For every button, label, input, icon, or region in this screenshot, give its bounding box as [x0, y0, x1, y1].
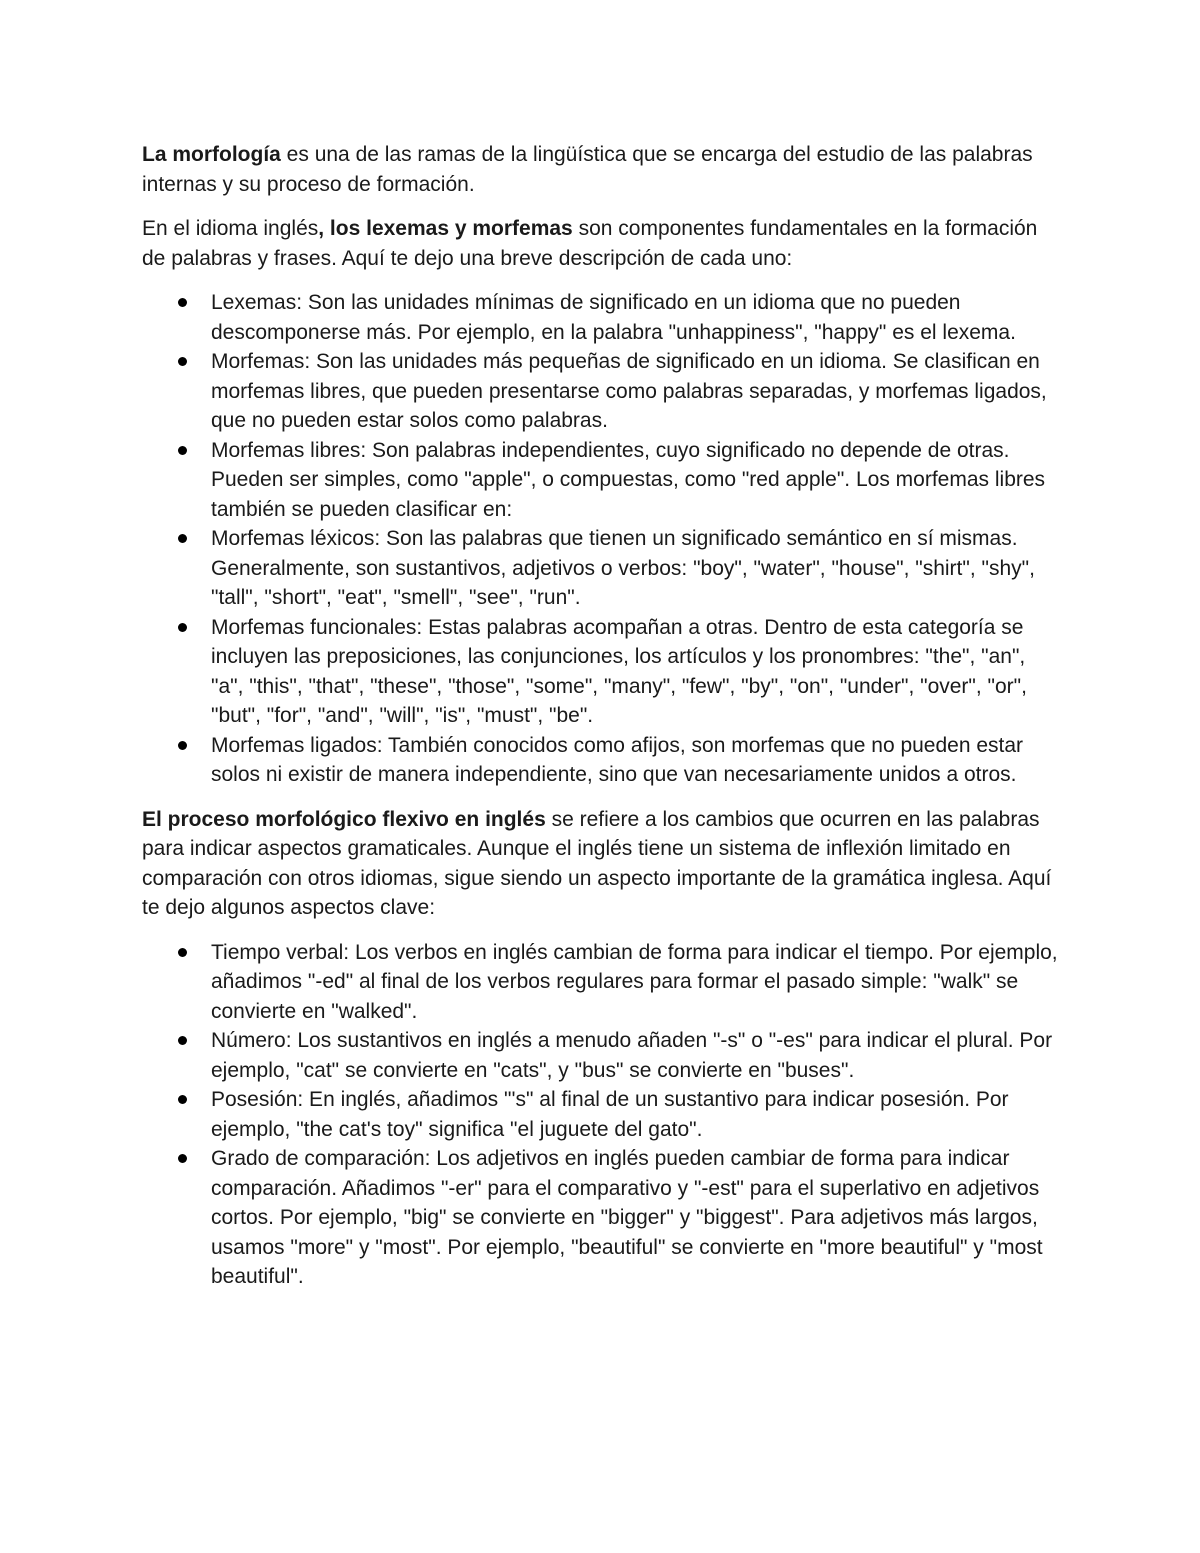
inflection-intro-paragraph: [142, 805, 1062, 923]
list-item: Tiempo verbal: Los verbos en inglés cambian de forma para indicar el tiempo. Por ejemplo, añadimos "-ed" al final de los verbos regulares para formar el pasado simple: "walk" se convierte en "walked".: [211, 938, 1062, 1027]
list-item: Lexemas: Son las unidades mínimas de significado en un idioma que no pueden descomponerse más. Por ejemplo, en la palabra "unhappiness", "happy" es el lexema.: [211, 288, 1062, 347]
list-item: Morfemas funcionales: Estas palabras acompañan a otras. Dentro de esta categoría se incluyen las preposiciones, las conjunciones, los artículos y los pronombres: "the", "an", "a", "this", "that", "these", "those", "some", "many", "few", "by", "on", "under", "over", "or", "but", "for", "and", "will", "is", "must", "be".: [211, 613, 1062, 731]
list-item: Posesión: En inglés, añadimos "'s" al final de un sustantivo para indicar posesión. Por ejemplo, "the cat's toy" significa "el juguete del gato".: [211, 1085, 1062, 1144]
list-item: Morfemas léxicos: Son las palabras que tienen un significado semántico en sí mismas. Generalmente, son sustantivos, adjetivos o verbos: "boy", "water", "house", "shirt", "shy", "tall", "short", "eat", "smell", "see", "run".: [211, 524, 1062, 613]
list-item: Morfemas libres: Son palabras independientes, cuyo significado no depende de otras. Pueden ser simples, como "apple", o compuestas, como "red apple". Los morfemas libres también se pueden clasificar en:: [211, 436, 1062, 525]
list-item: Morfemas: Son las unidades más pequeñas de significado en un idioma. Se clasifican en morfemas libres, que pueden presentarse como palabras separadas, y morfemas ligados, que no pueden estar solos como palabras.: [211, 347, 1062, 436]
lexemes-intro-paragraph: [142, 214, 1062, 273]
lexemes-intro-text-after: son componentes fundamentales en la formación de palabras y frases. Aquí te dejo una breve descripción de cada uno:: [142, 217, 1038, 270]
document-page: [142, 140, 1062, 1307]
intro-bold-term: La morfología: [142, 143, 281, 166]
inflection-intro-text: se refiere a los cambios que ocurren en las palabras para indicar aspectos gramaticales. Aunque el inglés tiene un sistema de inflexión limitado en comparación con otros idiomas, sigue siendo un aspecto importante de la gramática inglesa. Aquí te dejo algunos aspectos clave:: [142, 807, 1052, 919]
intro-text: es una de las ramas de la lingüística que se encarga del estudio de las palabras internas y su proceso de formación.: [142, 143, 1033, 196]
lexemes-intro-text-before: En el idioma inglés: [142, 217, 319, 240]
inflection-intro-bold-term: El proceso morfológico flexivo en inglés: [142, 807, 546, 831]
lexemes-bullet-list: [142, 288, 1062, 790]
list-item: Grado de comparación: Los adjetivos en inglés pueden cambiar de forma para indicar comparación. Añadimos "-er" para el comparativo y "-est" para el superlativo en adjetivos cortos. Por ejemplo, "big" se convierte en "bigger" y "biggest". Para adjetivos más largos, usamos "more" y "most". Por ejemplo, "beautiful" se convierte en "more beautiful" y "most beautiful".: [211, 1144, 1062, 1292]
list-item: Número: Los sustantivos en inglés a menudo añaden "-s" o "-es" para indicar el plural. Por ejemplo, "cat" se convierte en "cats", y "bus" se convierte en "buses".: [211, 1026, 1062, 1085]
lexemes-intro-bold-term: , los lexemas y morfemas: [318, 217, 573, 240]
list-item: Morfemas ligados: También conocidos como afijos, son morfemas que no pueden estar solos ni existir de manera independiente, sino que van necesariamente unidos a otros.: [211, 731, 1062, 790]
intro-paragraph: [142, 140, 1062, 199]
inflection-bullet-list: [142, 938, 1062, 1292]
